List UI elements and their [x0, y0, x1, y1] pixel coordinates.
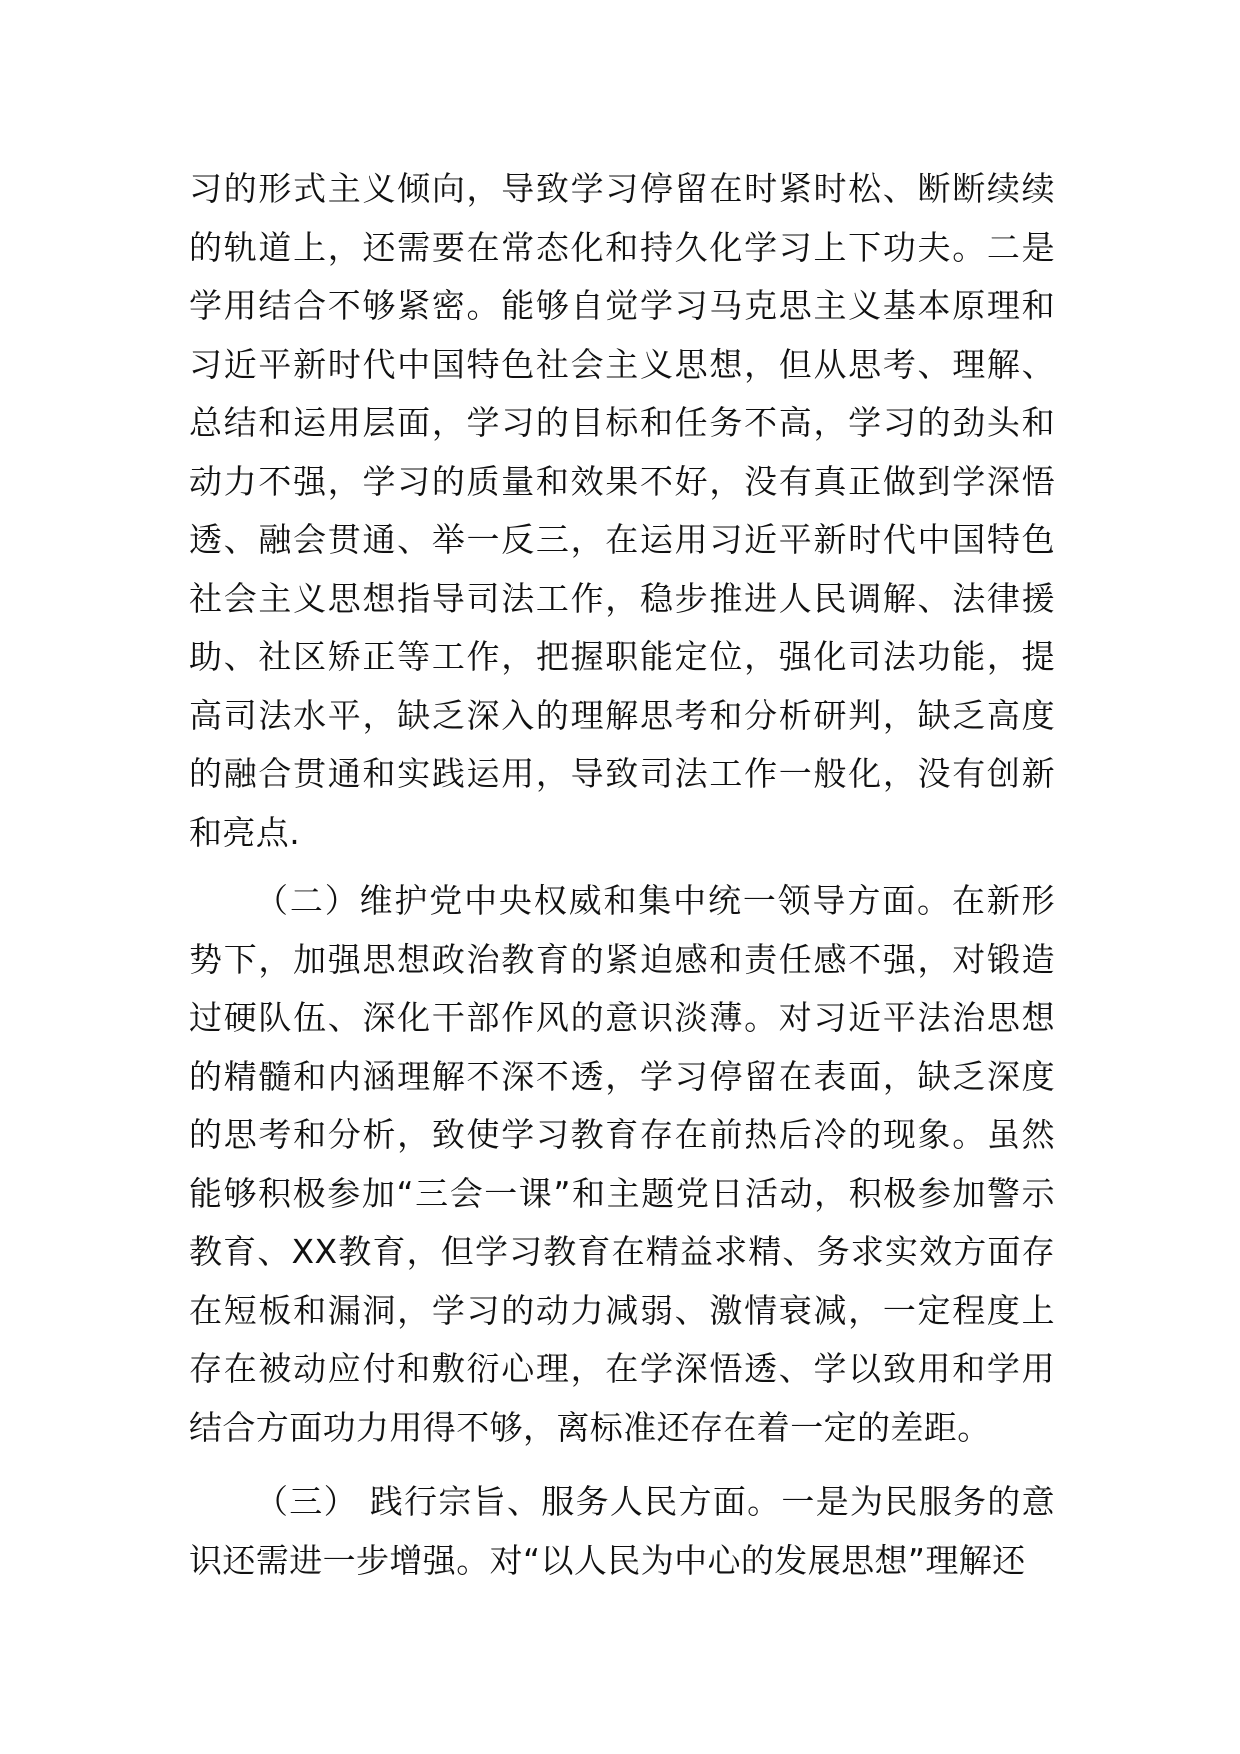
document-body — [189, 160, 1055, 1590]
paragraph-3: （三） 践行宗旨、服务人民方面。一是为民服务的意识还需进一步增强。对“以人民为中心的发展思想”理解还 — [189, 1482, 1055, 1580]
paragraph-2: （二）维护党中央权威和集中统一领导方面。在新形势下，加强思想政治教育的紧迫感和责任感不强，对锻造过硬队伍、深化干部作风的意识淡薄。对习近平法治思想的精髓和内涵理解不深不透，学习停留在表面，缺乏深度的思考和分析，致使学习教育存在前热后冷的现象。虽然能够积极参加“三会一课”和主题党日活动，积极参加警示教育、XX教育，但学习教育在精益求精、务求实效方面存在短板和漏洞，学习的动力减弱、激情衰减，一定程度上存在被动应付和敷衍心理，在学深悟透、学以致用和学用结合方面功力用得不够，离标准还存在着一定的差距。 — [189, 881, 1055, 1447]
paragraph-1: 习的形式主义倾向，导致学习停留在时紧时松、断断续续的轨道上，还需要在常态化和持久化学习上下功夫。二是学用结合不够紧密。能够自觉学习马克思主义基本原理和习近平新时代中国特色社会主义思想，但从思考、理解、总结和运用层面，学习的目标和任务不高，学习的劲头和动力不强，学习的质量和效果不好，没有真正做到学深悟透、融会贯通、举一反三，在运用习近平新时代中国特色社会主义思想指导司法工作，稳步推进人民调解、法律援助、社区矫正等工作，把握职能定位，强化司法功能，提高司法水平，缺乏深入的理解思考和分析研判，缺乏高度的融合贯通和实践运用，导致司法工作一般化，没有创新和亮点. — [189, 169, 1055, 852]
